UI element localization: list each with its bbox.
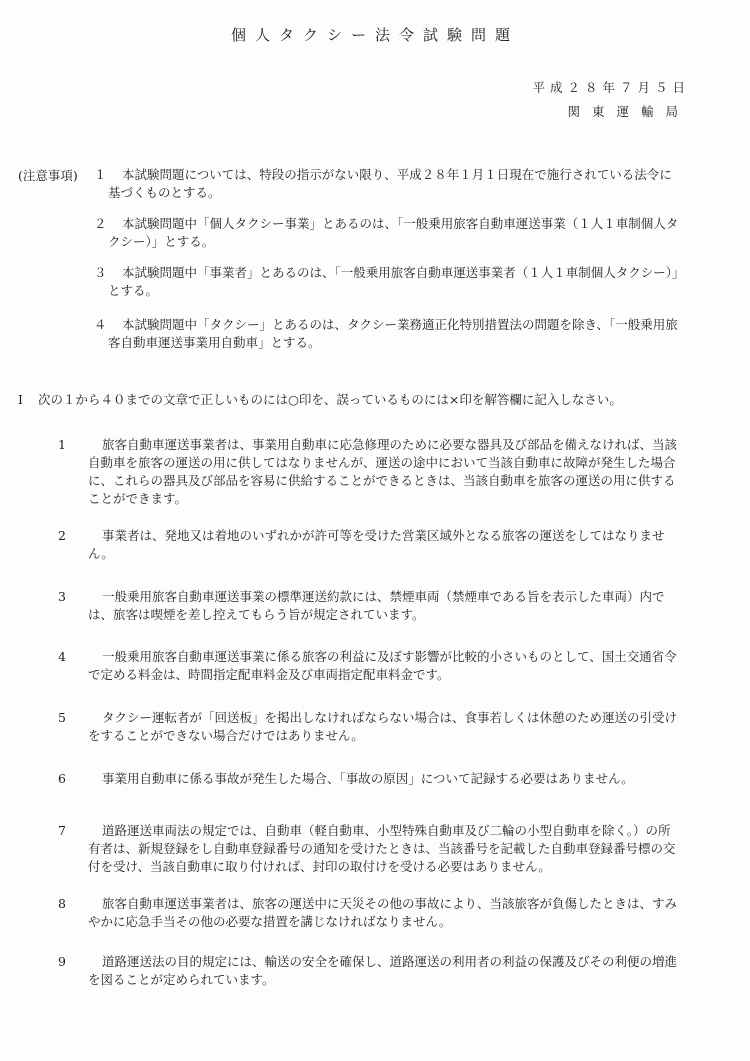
question-text: 旅客自動車運送事業者は、旅客の運送中に天災その他の事故により、当該旅客が負傷したときは、すみやかに応急手当その他の必要な措置を講じなければなりません。 [88,896,678,929]
note-text: 本試験問題中「タクシー」とあるのは、タクシー業務適正化特別措置法の問題を除き、「一般乗用旅客自動車運送事業用自動車」とする。 [108,317,678,350]
question-number: 3 [58,589,66,604]
question-text: 道路運送車両法の規定では、自動車（軽自動車、小型特殊自動車及び二輪の小型自動車を除く。）の所有者は、新規登録をし自動車登録番号の通知を受けたときは、当該番号を記載した自動車登録番号標の交付を受け、当該自動車に取り付ければ、封印の取付けを受ける必要はありません。 [88,823,676,874]
question-item [58,895,678,931]
note-item [94,264,684,300]
question-text: 道路運送法の目的規定には、輸送の安全を確保し、道路運送の利用者の利益の保護及びその利便の増進を図ることが定められています。 [88,954,678,987]
note-number: ２ [94,216,107,231]
question-item [58,953,678,989]
issuing-organization: 関東運輸局 [567,104,690,119]
question-number: 9 [58,954,66,969]
question-number: 1 [58,437,66,452]
note-item [94,215,684,251]
issue-date: 平成２８年７月５日 [532,80,690,95]
note-number: １ [94,167,107,182]
section-number: I [18,392,23,407]
note-item [94,166,684,202]
page-title: 個人タクシー法令試験問題 [230,26,519,44]
question-text: 旅客自動車運送事業者は、事業用自動車に応急修理のために必要な器具及び部品を備えなければ、当該自動車を旅客の運送の用に供してはなりませんが、運送の途中において当該自動車に故障が発生した場合に、これらの器具及び部品を容易に供給することができるときは、当該自動車を旅客の運送の用に供することができます。 [88,437,678,506]
note-text: 本試験問題中「事業者」とあるのは、「一般乗用旅客自動車運送事業者（１人１車制個人タクシー）」とする。 [108,265,679,298]
question-item [58,527,678,563]
question-number: 2 [58,528,66,543]
question-item [58,709,678,745]
question-number: 7 [58,823,66,838]
question-item [58,588,678,624]
note-text: 本試験問題については、特段の指示がない限り、平成２８年１月１日現在で施行されている法令に基づくものとする。 [108,167,672,200]
question-number: 6 [58,771,66,786]
question-text: 事業者は、発地又は着地のいずれかが許可等を受けた営業区域外となる旅客の運送をしてはなりません。 [88,528,665,561]
question-text: 一般乗用旅客自動車運送事業に係る旅客の利益に及ぼす影響が比較的小さいものとして、国土交通省令で定める料金は、時間指定配車料金及び車両指定配車料金です。 [88,649,677,682]
note-text: 本試験問題中「個人タクシー事業」とあるのは、「一般乗用旅客自動車運送事業（１人１車制個人タクシー）」とする。 [108,216,679,249]
question-item [58,770,678,788]
question-number: 4 [58,649,66,664]
question-text: 一般乗用旅客自動車運送事業の標準運送約款には、禁煙車両（禁煙車である旨を表示した車両）内では、旅客は喫煙を差し控えてもらう旨が規定されています。 [88,589,665,622]
question-item [58,436,678,508]
note-item [94,316,684,352]
notes-label: (注意事項) [18,168,78,183]
question-item [58,822,678,876]
question-text: 事業用自動車に係る事故が発生した場合、「事故の原因」について記録する必要はありません。 [102,771,634,786]
question-number: 5 [58,710,66,725]
section-instruction [18,391,738,409]
note-number: ３ [94,265,107,280]
note-number: ４ [94,317,107,332]
instruction-text: 次の１から４０までの文章で正しいものには○印を、誤っているものには×印を解答欄に記入しなさい。 [38,392,622,407]
question-number: 8 [58,896,66,911]
question-item [58,648,678,684]
question-text: タクシー運転者が「回送板」を掲出しなければならない場合は、食事若しくは休憩のため運送の引受けをすることができない場合だけではありません。 [88,710,678,743]
